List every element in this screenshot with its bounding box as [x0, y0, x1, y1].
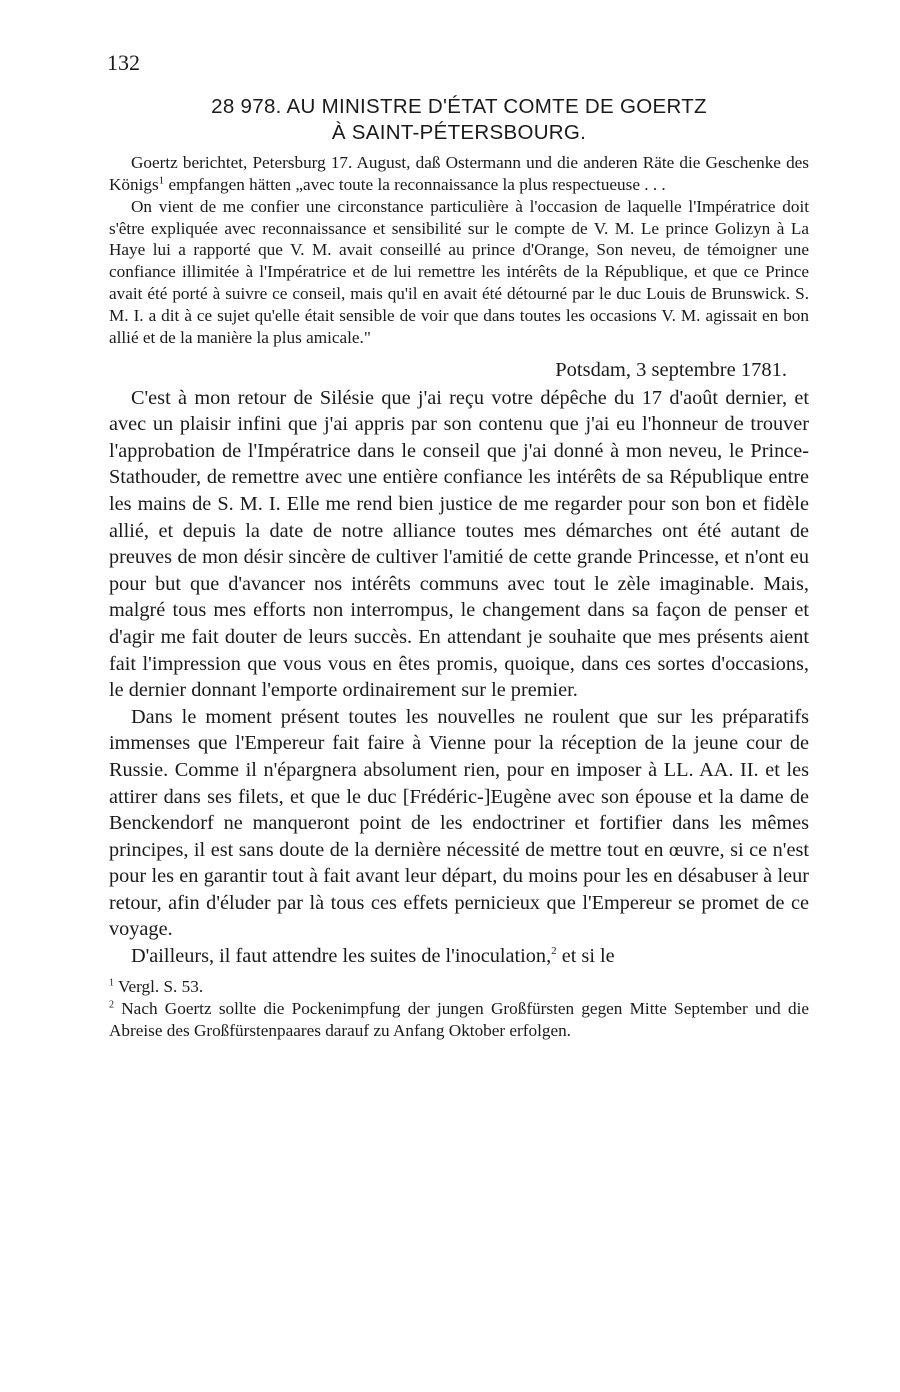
- footnote-text: Nach Goertz sollte die Pockenimpfung der jungen Großfürsten gegen Mitte September und die Abreise des Großfürstenpaares darauf zu Anfang Oktober erfolgen.: [109, 998, 809, 1040]
- heading-line-2: À SAINT-PÉTERSBOURG.: [331, 121, 587, 144]
- summary-paragraph-2: On vient de me confier une circonstance particulière à l'occasion de laquelle l'Impératrice doit s'être expliquée avec reconnaissance et sensibilité sur le compte de V. M. Le prince Golizyn à La Haye lui a rapporté que V. M. avait conseillé au prince d'Orange, Son neveu, de témoigner une confiance illimitée à l'Impératrice et de lui remettre les intérêts de la République, et que ce Prince avait été porté à suivre ce conseil, mais qu'il en avait été détourné par le duc Louis de Brunswick. S. M. I. a dit à ce sujet qu'elle était sensible de voir que dans toutes les occasions V. M. agissait en bon allié et de la manière la plus amicale.": [109, 196, 809, 347]
- footnote-2: [109, 998, 809, 1042]
- footnote-1: [109, 976, 809, 998]
- footnote-mark: 1: [109, 976, 114, 988]
- footnote-mark: 2: [109, 998, 114, 1010]
- footnote-ref-2: 2: [551, 945, 557, 958]
- heading-line-1: 28 978. AU MINISTRE D'ÉTAT COMTE DE GOERTZ: [211, 95, 707, 118]
- letter-heading: [109, 94, 809, 146]
- german-summary: [109, 152, 809, 349]
- letter-body: [109, 385, 809, 970]
- footnotes: [109, 976, 809, 1042]
- letter-text: D'ailleurs, il faut attendre les suites de l'inoculation,: [131, 945, 552, 968]
- summary-paragraph-1: [109, 152, 809, 196]
- page-number: 132: [107, 50, 140, 75]
- letter-paragraph-2: Dans le moment présent toutes les nouvelles ne roulent que sur les préparatifs immenses que l'Empereur fait faire à Vienne pour la réception de la jeune cour de Russie. Comme il n'épargnera absolument rien, pour en imposer à LL. AA. II. et les attirer dans ses filets, et que le duc [Frédéric-]Eugène avec son épouse et la dame de Benckendorf ne manqueront point de les endoctriner et fortifier dans les mêmes principes, il est sans doute de la dernière nécessité de mettre tout en œuvre, si ce n'est pour les en garantir tout à fait avant leur départ, du moins pour les en désabuser à leur retour, afin d'éluder par là tous ces effets pernicieux que l'Empereur se promet de ce voyage.: [109, 705, 809, 941]
- book-page: [109, 48, 809, 1042]
- summary-text: Goertz berichtet, Petersburg 17. August, daß Ostermann und die anderen Räte die Geschenke des Königs: [109, 153, 809, 194]
- footnote-ref-1: 1: [158, 174, 165, 187]
- summary-text-cont: empfangen hätten „avec toute la reconnaissance la plus respectueuse . . .: [164, 174, 666, 194]
- place-date: Potsdam, 3 septembre 1781.: [555, 358, 787, 381]
- letter-text-cont: et si le: [556, 945, 615, 968]
- footnote-text: Vergl. S. 53.: [114, 976, 204, 996]
- letter-paragraph-3: [109, 943, 809, 970]
- letter-paragraph-1: C'est à mon retour de Silésie que j'ai reçu votre dépêche du 17 d'août dernier, et avec un plaisir infini que j'ai appris par son contenu que j'ai eu l'honneur de trouver l'approbation de l'Impératrice dans le conseil que j'ai donné à mon neveu, le Prince-Stathouder, de remettre avec une entière confiance les intérêts de sa République entre les mains de S. M. I. Elle me rend bien justice de me regarder pour son bon et fidèle allié, et depuis la date de notre alliance toutes mes démarches ont été autant de preuves de mon désir sincère de cultiver l'amitié de cette grande Princesse, et n'ont eu pour but que d'avancer nos intérêts communs avec tout le zèle imaginable. Mais, malgré tous mes efforts non interrompus, le changement dans sa façon de penser et d'agir me fait douter de leurs succès. En attendant je souhaite que mes présents aient fait l'impression que vous vous en êtes promis, quoique, dans ces sortes d'occasions, le dernier donnant l'emporte ordinairement sur le premier.: [109, 386, 809, 702]
